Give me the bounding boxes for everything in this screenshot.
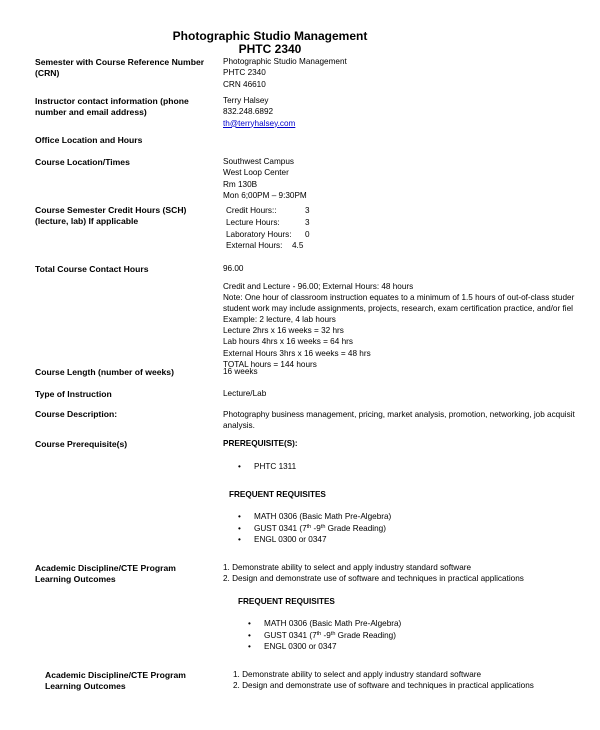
bullet-icon: •	[238, 512, 241, 521]
description-label: Course Description:	[35, 409, 118, 419]
list-item: • ENGL 0300 or 0347	[238, 535, 327, 544]
frequent-requisites-heading: FREQUENT REQUISITES	[229, 490, 326, 499]
office-label: Office Location and Hours	[35, 135, 143, 145]
location-value: Southwest Campus West Loop Center Rm 130B Mon 6;00PM – 9:30PM	[223, 157, 307, 200]
instructor-label: Instructor contact information (phone number and email address)	[35, 96, 189, 117]
list-item: 1. Demonstrate ability to select and apply industry standard software	[223, 563, 472, 572]
list-item: 2. Design and demonstrate use of software and techniques in practical applications	[223, 574, 524, 584]
list-item: • MATH 0306 (Basic Math Pre-Algebra)	[248, 619, 402, 628]
sch-value	[226, 205, 310, 252]
course-code-title: PHTC 2340	[238, 42, 302, 56]
outcomes-list-repeat	[233, 669, 534, 692]
bullet-icon: •	[248, 642, 251, 651]
list-item: 1. Demonstrate ability to select and apply industry standard software	[233, 670, 482, 679]
course-length-value: 16 weeks	[223, 367, 258, 376]
external-hours-row: External Hours: 4.5	[226, 241, 304, 251]
instructor-name: Terry Halsey	[223, 96, 269, 105]
bullet-icon: •	[238, 535, 241, 544]
bullet-icon: •	[238, 462, 241, 471]
outcomes-label-repeat: Academic Discipline/CTE Program Learning Outcomes	[45, 670, 186, 691]
frequent-requisites-list	[238, 511, 391, 546]
description-value: Photography business management, pricing, market analysis, promotion, networking, job acquisit analysis.	[223, 410, 575, 431]
list-item: • ENGL 0300 or 0347	[248, 642, 337, 651]
prerequisite-label: Course Prerequisite(s)	[35, 439, 128, 449]
instructor-phone: 832.248.6892	[223, 107, 274, 117]
outcomes-list	[223, 562, 524, 585]
list-item: 2. Design and demonstrate use of software and techniques in practical applications	[233, 681, 534, 691]
contact-hours-label: Total Course Contact Hours	[35, 264, 149, 274]
list-item: • GUST 0341 (7th -9th Grade Reading)	[238, 523, 386, 533]
prerequisite-heading: PREREQUISITE(S):	[223, 439, 298, 448]
bullet-icon: •	[248, 630, 251, 640]
instructor-value	[223, 95, 295, 129]
bullet-icon: •	[238, 523, 241, 533]
instructor-email-link[interactable]: th@terryhalsey.com	[223, 118, 296, 128]
semester-value: Photographic Studio Management PHTC 2340 CRN 46610	[223, 57, 347, 89]
lecture-hours-row: Lecture Hours: 3	[226, 217, 310, 227]
contact-hours-notes: Credit and Lecture - 96.00; External Hours: 48 hours Note: One hour of classroom instruction equates to a minimum of 1.5 hours of out-of-class studer student work may include assignments, projects, research, exam certification practice, and/or fiel Example: 2 lecture, 4 lab hours Lecture 2hrs x 16 weeks = 32 hrs Lab hours 4hrs x 16 weeks = 64 hrs External Hours 3hrs x 16 weeks = 48 hrs TOTAL hours = 144 hours	[223, 282, 575, 369]
document-title: Photographic Studio Management	[172, 29, 368, 43]
credit-hours-row: Credit Hours:: 3	[226, 206, 310, 215]
prerequisite-list	[238, 461, 296, 473]
frequent-requisites-list-repeat	[248, 618, 401, 653]
list-item: • GUST 0341 (7th -9th Grade Reading)	[248, 630, 396, 640]
instruction-type-label: Type of Instruction	[35, 389, 112, 399]
instruction-type-value: Lecture/Lab	[223, 389, 267, 398]
outcomes-label: Academic Discipline/CTE Program Learning Outcomes	[35, 563, 176, 584]
list-item: • MATH 0306 (Basic Math Pre-Algebra)	[238, 512, 392, 521]
sch-label: Course Semester Credit Hours (SCH) (lecture, lab) If applicable	[35, 205, 187, 226]
location-label: Course Location/Times	[35, 157, 130, 167]
bullet-icon: •	[248, 619, 251, 628]
frequent-requisites-heading-repeat: FREQUENT REQUISITES	[238, 597, 335, 606]
contact-hours-total: 96.00	[223, 264, 244, 273]
lab-hours-row: Laboratory Hours: 0	[226, 229, 310, 239]
course-length-label: Course Length (number of weeks)	[35, 367, 174, 377]
semester-label: Semester with Course Reference Number (CRN)	[35, 57, 205, 78]
list-item: • PHTC 1311	[238, 462, 297, 471]
